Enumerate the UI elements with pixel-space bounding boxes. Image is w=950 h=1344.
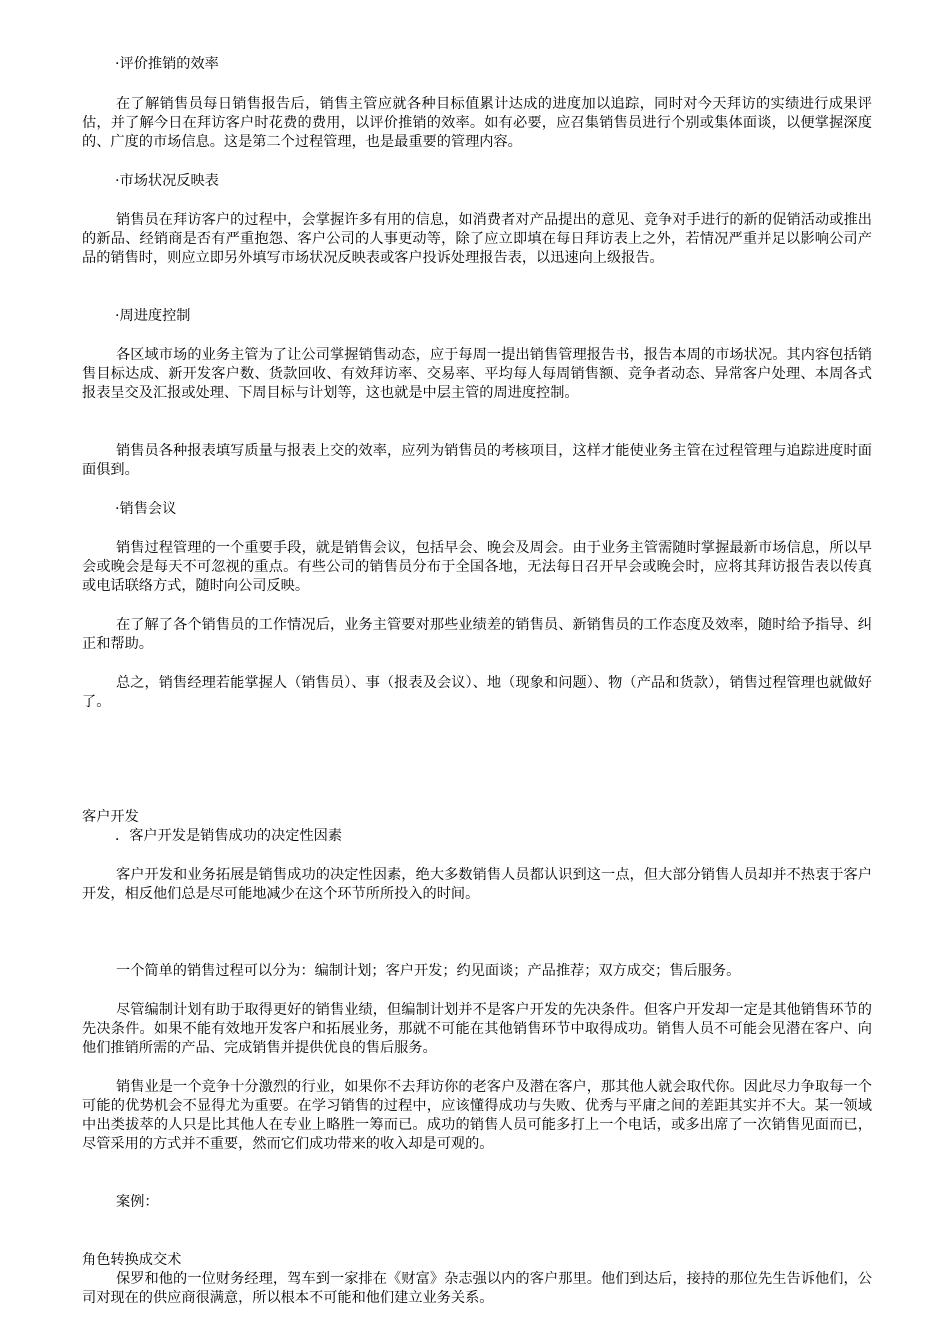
case-label: 案例： (116, 1194, 159, 1210)
chapter-title-customer-development: 客户开发 (82, 809, 139, 825)
section-heading-market-report: ·市场状况反映表 (115, 173, 219, 189)
section-heading-weekly-control: ·周进度控制 (115, 308, 191, 324)
paragraph: 总之，销售经理若能掌握人（销售员）、事（报表及会议）、地（现象和问题）、物（产品和货款），销售过程管理也就做好了。 (82, 675, 872, 710)
section-heading-efficiency: ·评价推销的效率 (115, 56, 219, 72)
case-title: 角色转换成交术 (82, 1252, 182, 1268)
paragraph: 尽管编制计划有助于取得更好的销售业绩，但编制计划并不是客户开发的先决条件。但客户开发却一定是其他销售环节的先决条件。如果不能有效地开发客户和拓展业务，那就不可能在其他销售环节中取得成功。销售人员不可能会见潜在客户、向他们推销所需的产品、完成销售并提供优良的售后服务。 (82, 1002, 872, 1056)
paragraph: 销售过程管理的一个重要手段，就是销售会议，包括早会、晚会及周会。由于业务主管需随时掌握最新市场信息，所以早会或晚会是每天不可忽视的重点。有些公司的销售员分布于全国各地，无法每日召开早会或晚会时，应将其拜访报告表以传真或电话联络方式，随时向公司反映。 (82, 540, 872, 594)
sub-heading: ．客户开发是销售成功的决定性因素 (115, 828, 343, 844)
paragraph: 客户开发和业务拓展是销售成功的决定性因素，绝大多数销售人员都认识到这一点，但大部分销售人员却并不热衷于客户开发，相反他们总是尽可能地减少在这个环节所所投入的时间。 (82, 867, 872, 902)
paragraph: 一个简单的销售过程可以分为：编制计划；客户开发；约见面谈；产品推荐；双方成交；售后服务。 (116, 963, 741, 979)
paragraph: 保罗和他的一位财务经理，驾车到一家排在《财富》杂志强以内的客户那里。他们到达后，接持的那位先生告诉他们，公司对现在的供应商很满意，所以根本不可能和他们建立业务关系。 (82, 1271, 872, 1306)
paragraph: 在了解了各个销售员的工作情况后，业务主管要对那些业绩差的销售员、新销售员的工作态度及效率，随时给予指导、纠正和帮助。 (82, 617, 872, 652)
paragraph: 销售员各种报表填写质量与报表上交的效率，应列为销售员的考核项目，这样才能使业务主管在过程管理与追踪进度时面面俱到。 (82, 443, 872, 478)
paragraph: 销售业是一个竞争十分激烈的行业，如果你不去拜访你的老客户及潜在客户，那其他人就会取代你。因此尽力争取每一个可能的优势机会不显得尤为重要。在学习销售的过程中，应该懂得成功与失败、优秀与平庸之间的差距其实并不大。某一领域中出类拔萃的人只是比其他人在专业上略胜一筹而已。成功的销售人员可能多打上一个电话，或多出席了一次销售见面而已，尽管采用的方式并不重要，然而它们成功带来的收入却是可观的。 (82, 1079, 872, 1152)
section-heading-sales-meeting: ·销售会议 (115, 501, 177, 517)
paragraph: 各区域市场的业务主管为了让公司掌握销售动态，应于每周一提出销售管理报告书，报告本周的市场状况。其内容包括销售目标达成、新开发客户数、货款回收、有效拜访率、交易率、平均每人每周销售额、竞争者动态、异常客户处理、本周各式报表呈交及汇报或处理、下周目标与计划等，这也就是中层主管的周进度控制。 (82, 347, 872, 401)
paragraph: 在了解销售员每日销售报告后，销售主管应就各种目标值累计达成的进度加以追踪，同时对今天拜访的实绩进行成果评估，并了解今日在拜访客户时花费的费用，以评价推销的效率。如有必要，应召集销售员进行个别或集体面谈，以便掌握深度的、广度的市场信息。这是第二个过程管理，也是最重要的管理内容。 (82, 96, 872, 150)
paragraph: 销售员在拜访客户的过程中，会掌握许多有用的信息，如消费者对产品提出的意见、竞争对手进行的新的促销活动或推出的新品、经销商是否有严重抱怨、客户公司的人事更动等，除了应立即填在每日拜访表上之外，若情况严重并足以影响公司产品的销售时，则应立即另外填写市场状况反映表或客户投诉处理报告表，以迅速向上级报告。 (82, 212, 872, 266)
